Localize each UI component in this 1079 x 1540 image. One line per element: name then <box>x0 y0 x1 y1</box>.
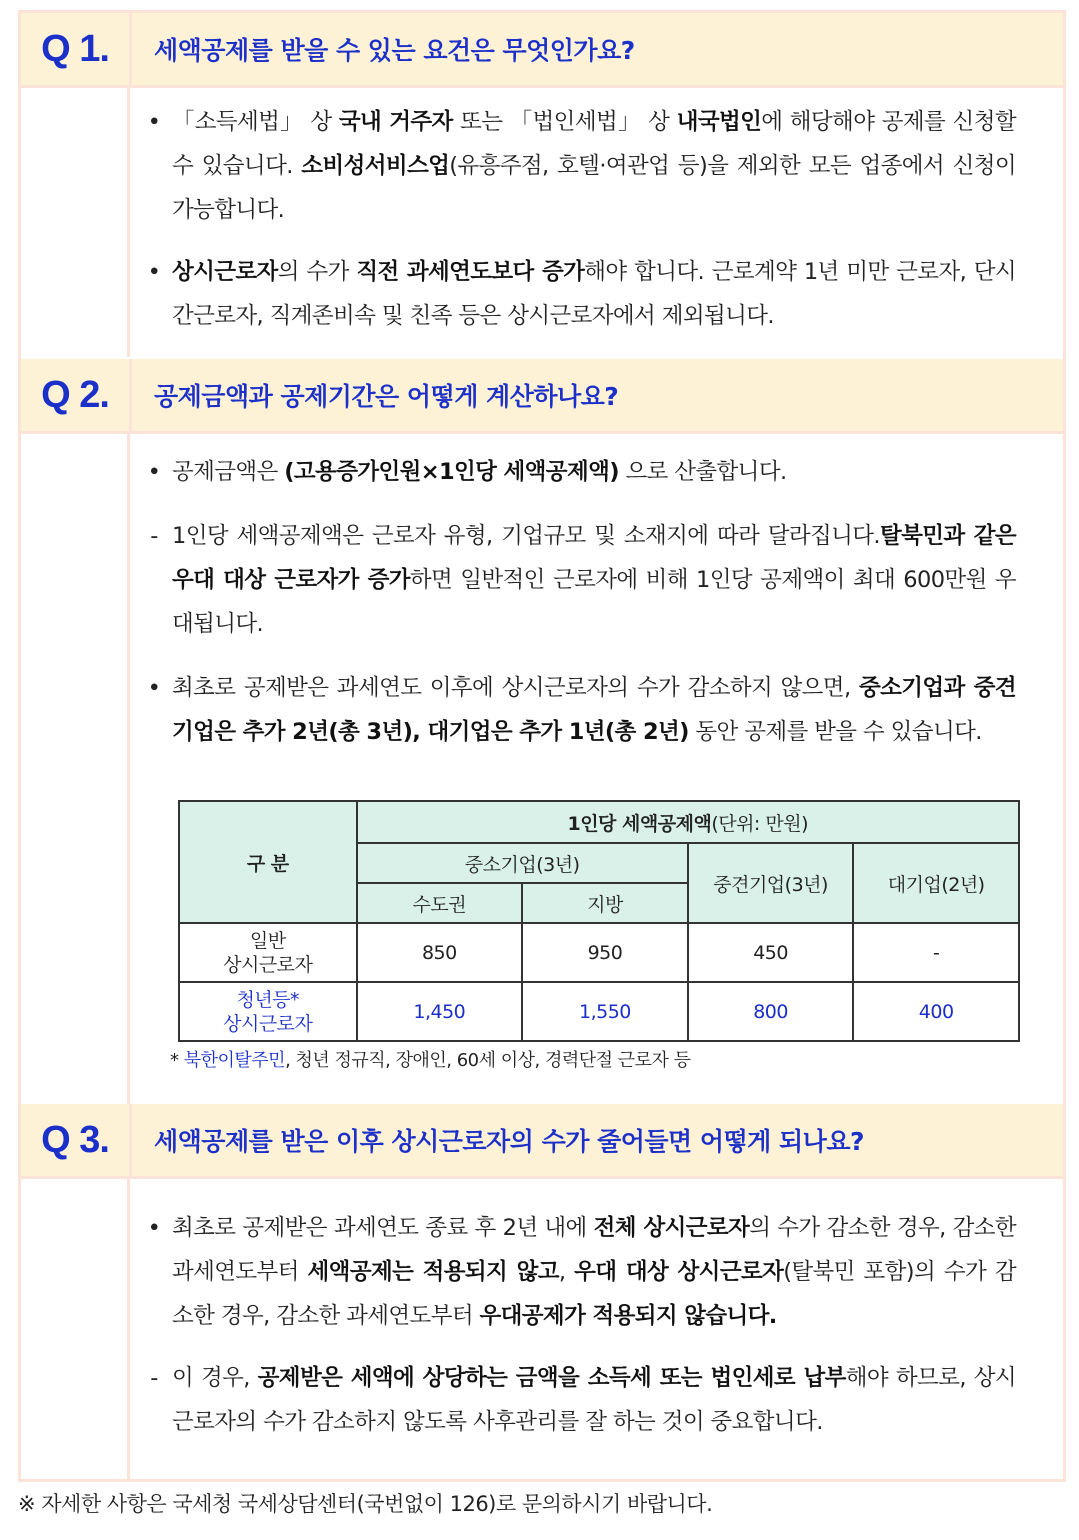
table-header-midsize: 중견기업(3년) <box>688 843 854 923</box>
table-row-label: 일반 상시근로자 <box>179 923 357 982</box>
q3-header <box>21 1104 1063 1176</box>
table-header-main: 1인당 세액공제액(단위: 만원) <box>357 801 1020 843</box>
column-divider <box>127 85 130 357</box>
q1-paragraph-2: • 상시근로자의 수가 직전 과세연도보다 증가해야 합니다. 근로계약 1년 미만 근로자, 단시간근로자, 직계존비속 및 친족 등은 상시근로자에서 제외됩니다. <box>136 250 1016 338</box>
table-cell: 1,550 <box>522 982 688 1041</box>
bullet-marker: • <box>147 675 161 701</box>
divider <box>21 85 1063 88</box>
bullet-marker: • <box>147 259 161 285</box>
table-header-sme: 중소기업(3년) <box>357 843 688 883</box>
q1-title: 세액공제를 받을 수 있는 요건은 무엇인가요? <box>129 13 1063 85</box>
divider <box>21 431 1063 434</box>
table-header-metro: 수도권 <box>357 883 523 923</box>
table-cell: 850 <box>357 923 523 982</box>
tax-credit-table <box>178 800 1020 1042</box>
table-row <box>179 923 1019 982</box>
q3-paragraph-1: • 최초로 공제받은 과세연도 종료 후 2년 내에 전체 상시근로자의 수가 감소한 경우, 감소한 과세연도부터 세액공제는 적용되지 않고, 우대 대상 상시근로자(탈북민 포함)의 수가 감소한 경우, 감소한 과세연도부터 우대공제가 적용되지 않습니다. <box>136 1206 1016 1338</box>
table-footnote: * 북한이탈주민, 청년 정규직, 장애인, 60세 이상, 경력단절 근로자 등 <box>170 1050 691 1071</box>
q2-paragraph-3: • 최초로 공제받은 과세연도 이후에 상시근로자의 수가 감소하지 않으면, 중소기업과 중견기업은 추가 2년(총 3년), 대기업은 추가 1년(총 2년) 동안 공제를 받을 수 있습니다. <box>136 666 1016 754</box>
q3-title: 세액공제를 받은 이후 상시근로자의 수가 줄어들면 어떻게 되나요? <box>129 1104 1063 1176</box>
q2-paragraph-1: • 공제금액은 (고용증가인원×1인당 세액공제액) 으로 산출합니다. <box>136 450 1016 494</box>
table-header-large: 대기업(2년) <box>853 843 1019 923</box>
divider <box>21 1176 1063 1179</box>
table-header-category: 구 분 <box>179 801 357 923</box>
table-cell: 1,450 <box>357 982 523 1041</box>
bullet-marker: • <box>147 1215 161 1241</box>
table-row <box>179 982 1019 1041</box>
table-row-label: 청년등* 상시근로자 <box>179 982 357 1041</box>
q1-number: Q 1. <box>41 27 109 70</box>
dash-marker: - <box>150 1365 158 1391</box>
q3-number: Q 3. <box>41 1118 109 1161</box>
table-cell: 450 <box>688 923 854 982</box>
bullet-marker: • <box>147 109 161 135</box>
q2-number: Q 2. <box>41 373 109 416</box>
table-cell: - <box>853 923 1019 982</box>
column-divider <box>127 1176 130 1479</box>
table-cell: 950 <box>522 923 688 982</box>
q2-paragraph-2: - 1인당 세액공제액은 근로자 유형, 기업규모 및 소재지에 따라 달라집니다.탈북민과 같은 우대 대상 근로자가 증가하면 일반적인 근로자에 비해 1인당 공제액이 최대 600만원 우대됩니다. <box>136 514 1016 646</box>
table-cell: 400 <box>853 982 1019 1041</box>
q2-title: 공제금액과 공제기간은 어떻게 계산하나요? <box>129 359 1063 431</box>
q1-header <box>21 13 1063 85</box>
table-cell: 800 <box>688 982 854 1041</box>
contact-note: ※ 자세한 사항은 국세청 국세상담센터(국번없이 126)로 문의하시기 바랍니다. <box>18 1492 713 1516</box>
q3-paragraph-2: - 이 경우, 공제받은 세액에 상당하는 금액을 소득세 또는 법인세로 납부해야 하므로, 상시근로자의 수가 감소하지 않도록 사후관리를 잘 하는 것이 중요합니다. <box>136 1356 1016 1444</box>
dash-marker: - <box>150 523 158 549</box>
q2-header <box>21 359 1063 431</box>
column-divider <box>127 431 130 1104</box>
q1-paragraph-1: • 「소득세법」 상 국내 거주자 또는 「법인세법」 상 내국법인에 해당해야 공제를 신청할 수 있습니다. 소비성서비스업(유흥주점, 호텔·여관업 등)을 제외한 모든 업종에서 신청이 가능합니다. <box>136 100 1016 232</box>
table-header-region: 지방 <box>522 883 688 923</box>
bullet-marker: • <box>147 459 161 485</box>
